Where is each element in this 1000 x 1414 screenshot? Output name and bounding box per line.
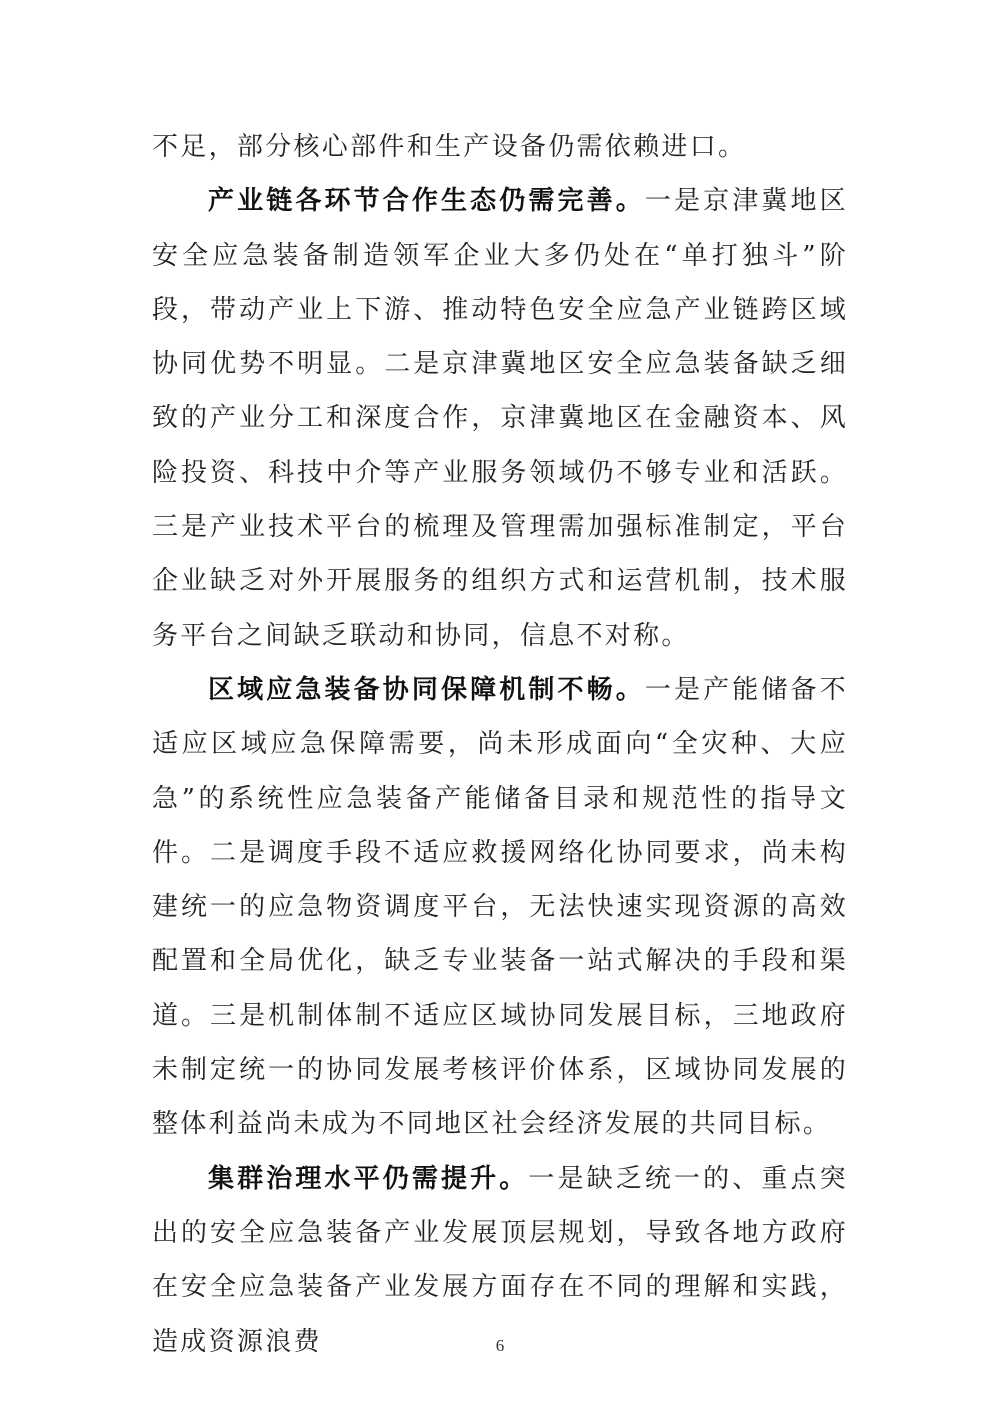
paragraph-text: 不足，部分核心部件和生产设备仍需依赖进口。 xyxy=(152,132,747,162)
paragraph-heading: 集群治理水平仍需提升。 xyxy=(208,1163,529,1194)
paragraph-heading: 产业链各环节合作生态仍需完善。 xyxy=(208,186,645,217)
paragraph-text: 一是缺乏统一的、重点突出的安全应急装备产业发展顶层规划，导致各地方政府在安全应急装备产业发展方面存在不同的理解和实践，造成资源浪费 xyxy=(152,1163,848,1357)
paragraph-industry-chain xyxy=(152,174,848,663)
document-body xyxy=(152,120,848,1369)
paragraph-heading: 区域应急装备协同保障机制不畅。 xyxy=(208,674,645,705)
paragraph-text: 一是京津冀地区安全应急装备制造领军企业大多仍处在“单打独斗”阶段，带动产业上下游、推动特色安全应急产业链跨区域协同优势不明显。二是京津冀地区安全应急装备缺乏细致的产业分工和深度合作，京津冀地区在金融资本、风险投资、科技中介等产业服务领域仍不够专业和活跃。三是产业技术平台的梳理及管理需加强标准制定，平台企业缺乏对外开展服务的组织方式和运营机制，技术服务平台之间缺乏联动和协同，信息不对称。 xyxy=(152,186,848,651)
paragraph-regional-coordination xyxy=(152,663,848,1152)
page-number: 6 xyxy=(495,1336,505,1355)
paragraph-text: 一是产能储备不适应区域应急保障需要，尚未形成面向“全灾种、大应急”的系统性应急装备产能储备目录和规范性的指导文件。二是调度手段不适应救援网络化协同要求，尚未构建统一的应急物资调度平台，无法快速实现资源的高效配置和全局优化，缺乏专业装备一站式解决的手段和渠道。三是机制体制不适应区域协同发展目标，三地政府未制定统一的协同发展考核评价体系，区域协同发展的整体利益尚未成为不同地区社会经济发展的共同目标。 xyxy=(152,674,848,1140)
paragraph-continuation xyxy=(152,120,848,174)
